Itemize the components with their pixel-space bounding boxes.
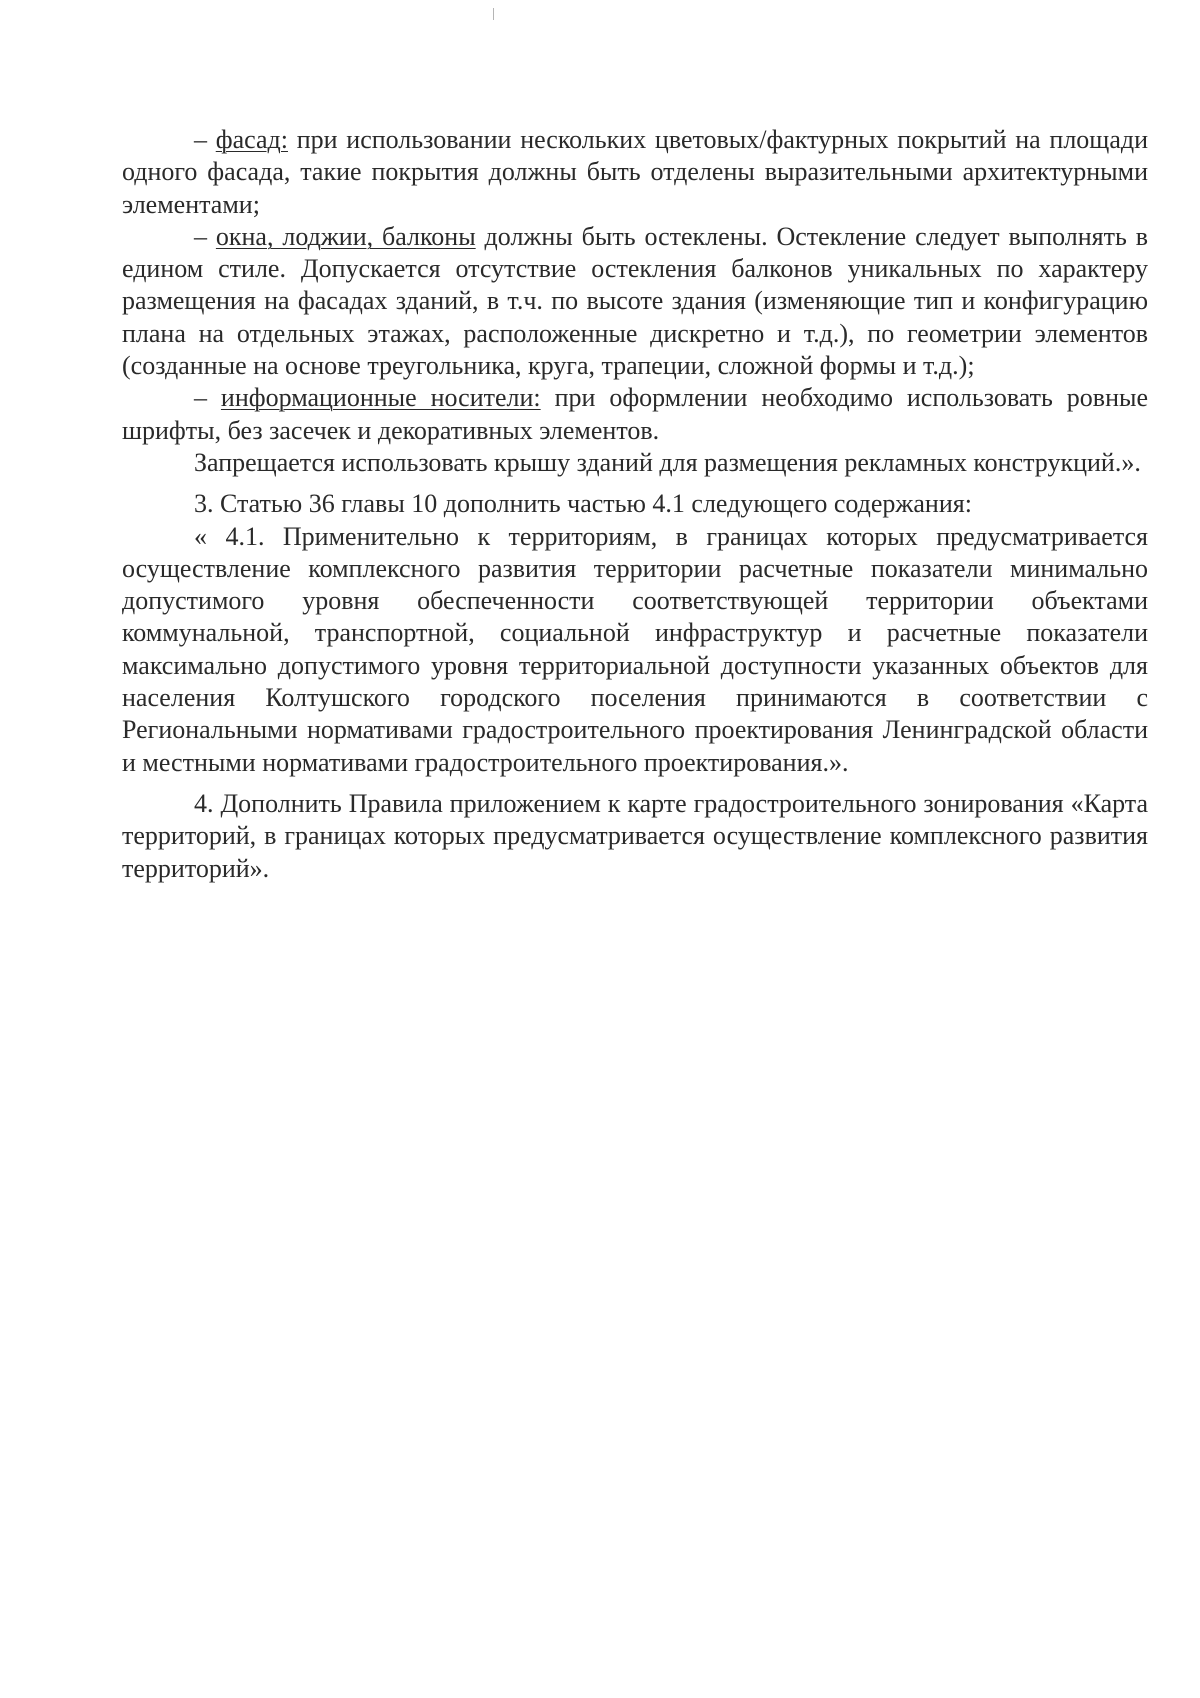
paragraph-text: « 4.1. Применительно к территориям, в границах которых предусматривается осуществление комплексного развития территории расчетные показатели минимально допустимого уровня обеспеченности соответствующей территории объектами коммунальной, транспортной, социальной инфраструктур и расчетные показатели максимально допустимого уровня территориальной доступности указанных объектов для населения Колтушского городского поселения принимаются в соответствии с Региональными нормативами градостроительного проектирования Ленинградской области и местными нормативами градостроительного проектирования.». (122, 521, 1148, 777)
paragraph-text: 3. Статью 36 главы 10 дополнить частью 4.1 следующего содержания: (194, 489, 972, 519)
list-dash: – (194, 125, 216, 154)
paragraph-item-3 (122, 488, 1148, 520)
paragraph-text: должны быть остеклены. Остекление следует выполнять в едином стиле. Допускается отсутствие остекления балконов уникальных по характеру размещения на фасадах зданий, в т.ч. по высоте здания (изменяющие тип и конфигурацию плана на отдельных этажах, расположенные дискретно и т.д.), по геометрии элементов (созданные на основе треугольника, круга, трапеции, сложной формы и т.д.); (122, 221, 1149, 381)
paragraph-text: при использовании нескольких цветовых/фактурных покрытий на площади одного фасада, такие покрытия должны быть отделены выразительными архитектурными элементами; (122, 125, 1149, 219)
list-dash: – (194, 383, 221, 413)
paragraph-info-carriers (122, 382, 1148, 447)
scan-artifact-mark (493, 8, 494, 20)
term-info-carriers: информационные носители: (220, 383, 541, 413)
paragraph-windows (122, 221, 1148, 382)
paragraph-text: Запрещается использовать крышу зданий для размещения рекламных конструкций.». (194, 447, 1141, 477)
term-facade: фасад: (215, 125, 288, 154)
paragraph-roof-ban (122, 447, 1148, 479)
document-body (122, 124, 1148, 885)
paragraph-facade (122, 124, 1148, 221)
paragraph-text: при оформлении необходимо использовать ровные шрифты, без засечек и декоративных элементов. (122, 383, 1148, 445)
paragraph-item-4 (122, 788, 1148, 885)
paragraph-text: 4. Дополнить Правила приложением к карте градостроительного зонирования «Карта территорий, в границах которых предусматривается осуществление комплексного развития территорий». (122, 788, 1148, 883)
list-dash: – (194, 221, 216, 251)
paragraph-part-4-1 (122, 521, 1148, 779)
term-windows: окна, лоджии, балконы (215, 221, 476, 251)
